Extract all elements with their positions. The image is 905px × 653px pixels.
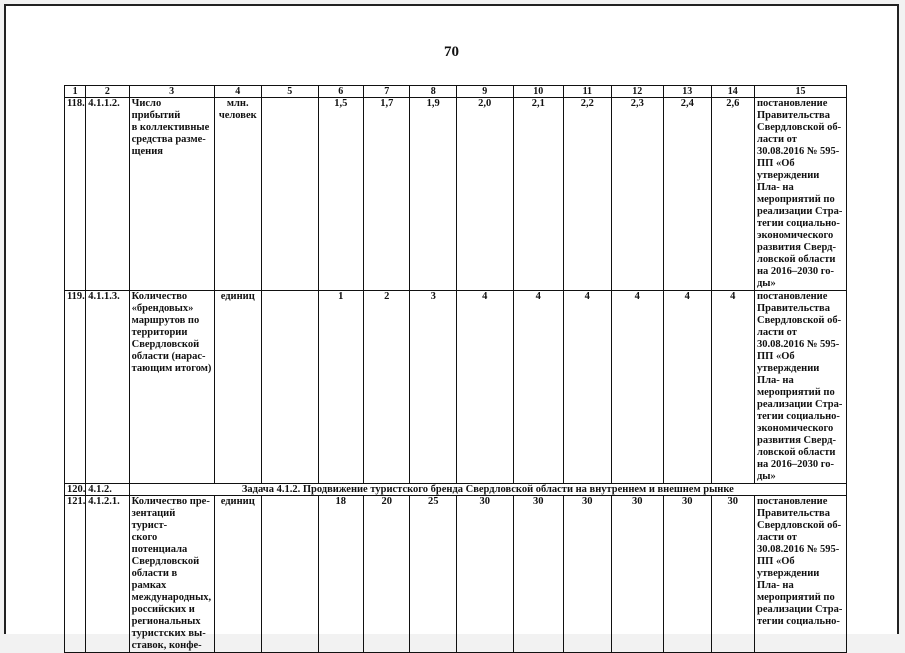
indicators-table [64,85,847,653]
indicator-name: Число прибытий в коллективные средства разме- щения [129,98,214,291]
value-cell: 2,3 [611,98,664,291]
column-header: 1 [65,86,86,98]
column-header: 2 [86,86,129,98]
value-cell: 30 [711,496,754,653]
column-header: 7 [364,86,410,98]
table-row [65,291,847,484]
value-cell: 4 [611,291,664,484]
column-header: 5 [261,86,318,98]
value-cell: 2,4 [664,98,711,291]
row-code: 4.1.1.2. [86,98,129,291]
page-number: 70 [444,44,459,60]
task-title: Задача 4.1.2. Продвижение туристского бренда Свердловской области на внутреннем и внешнем рынке [129,484,846,496]
value-cell: 1,9 [410,98,456,291]
value-cell: 30 [513,496,564,653]
value-cell: 1 [318,291,363,484]
unit: млн. человек [214,98,261,291]
value-cell: 1,5 [318,98,363,291]
value-cell: 30 [664,496,711,653]
value-cell: 2,2 [564,98,611,291]
row-code: 4.1.1.3. [86,291,129,484]
row-number: 118. [65,98,86,291]
source-document: постановление Правительства Свердловской об- ласти от 30.08.2016 № 595-ПП «Об утверждении Пла- на мероприятий по реализации Стра- тегии социально- экономического развития Сверд- ловской области на 2016–2030 го- ды» [754,291,846,484]
value-cell: 4 [456,291,513,484]
column-header: 12 [611,86,664,98]
value-cell: 4 [711,291,754,484]
document-page [4,4,899,651]
value-cell: 4 [664,291,711,484]
value-cell: 20 [364,496,410,653]
table-row [65,98,847,291]
indicator-name: Количество пре- зентаций турист- ского потенциала Свердловской области в рамках международных, российских и региональных туристских вы- ставок, конфе- [129,496,214,653]
value-cell: 1,7 [364,98,410,291]
table-row [65,496,847,653]
column-header: 11 [564,86,611,98]
value-cell: 30 [611,496,664,653]
value-cell: 2 [364,291,410,484]
row-code: 4.1.2. [86,484,129,496]
column-header: 15 [754,86,846,98]
value-cell: 25 [410,496,456,653]
row-number: 121. [65,496,86,653]
value-cell: 18 [318,496,363,653]
value-cell: 3 [410,291,456,484]
row-number: 120. [65,484,86,496]
source-document: постановление Правительства Свердловской об- ласти от 30.08.2016 № 595-ПП «Об утверждении Пла- на мероприятий по реализации Стра- тегии социально- [754,496,846,653]
column-header: 10 [513,86,564,98]
value-cell: 2,0 [456,98,513,291]
value-cell: 2,1 [513,98,564,291]
unit: единиц [214,291,261,484]
value-cell: 4 [513,291,564,484]
column-header: 4 [214,86,261,98]
column-header: 13 [664,86,711,98]
indicator-name: Количество «брендовых» маршрутов по территории Свердловской области (нарас- тающим итогом) [129,291,214,484]
column-header: 6 [318,86,363,98]
base-value [261,291,318,484]
base-value [261,496,318,653]
column-header: 14 [711,86,754,98]
base-value [261,98,318,291]
value-cell: 30 [564,496,611,653]
column-header: 9 [456,86,513,98]
value-cell: 30 [456,496,513,653]
row-code: 4.1.2.1. [86,496,129,653]
source-document: постановление Правительства Свердловской об- ласти от 30.08.2016 № 595-ПП «Об утверждении Пла- на мероприятий по реализации Стра- тегии социально- экономического развития Сверд- ловской области на 2016–2030 го- ды» [754,98,846,291]
column-header: 8 [410,86,456,98]
row-number: 119. [65,291,86,484]
value-cell: 2,6 [711,98,754,291]
column-header: 3 [129,86,214,98]
table-header-row [65,86,847,98]
value-cell: 4 [564,291,611,484]
unit: единиц [214,496,261,653]
task-row [65,484,847,496]
